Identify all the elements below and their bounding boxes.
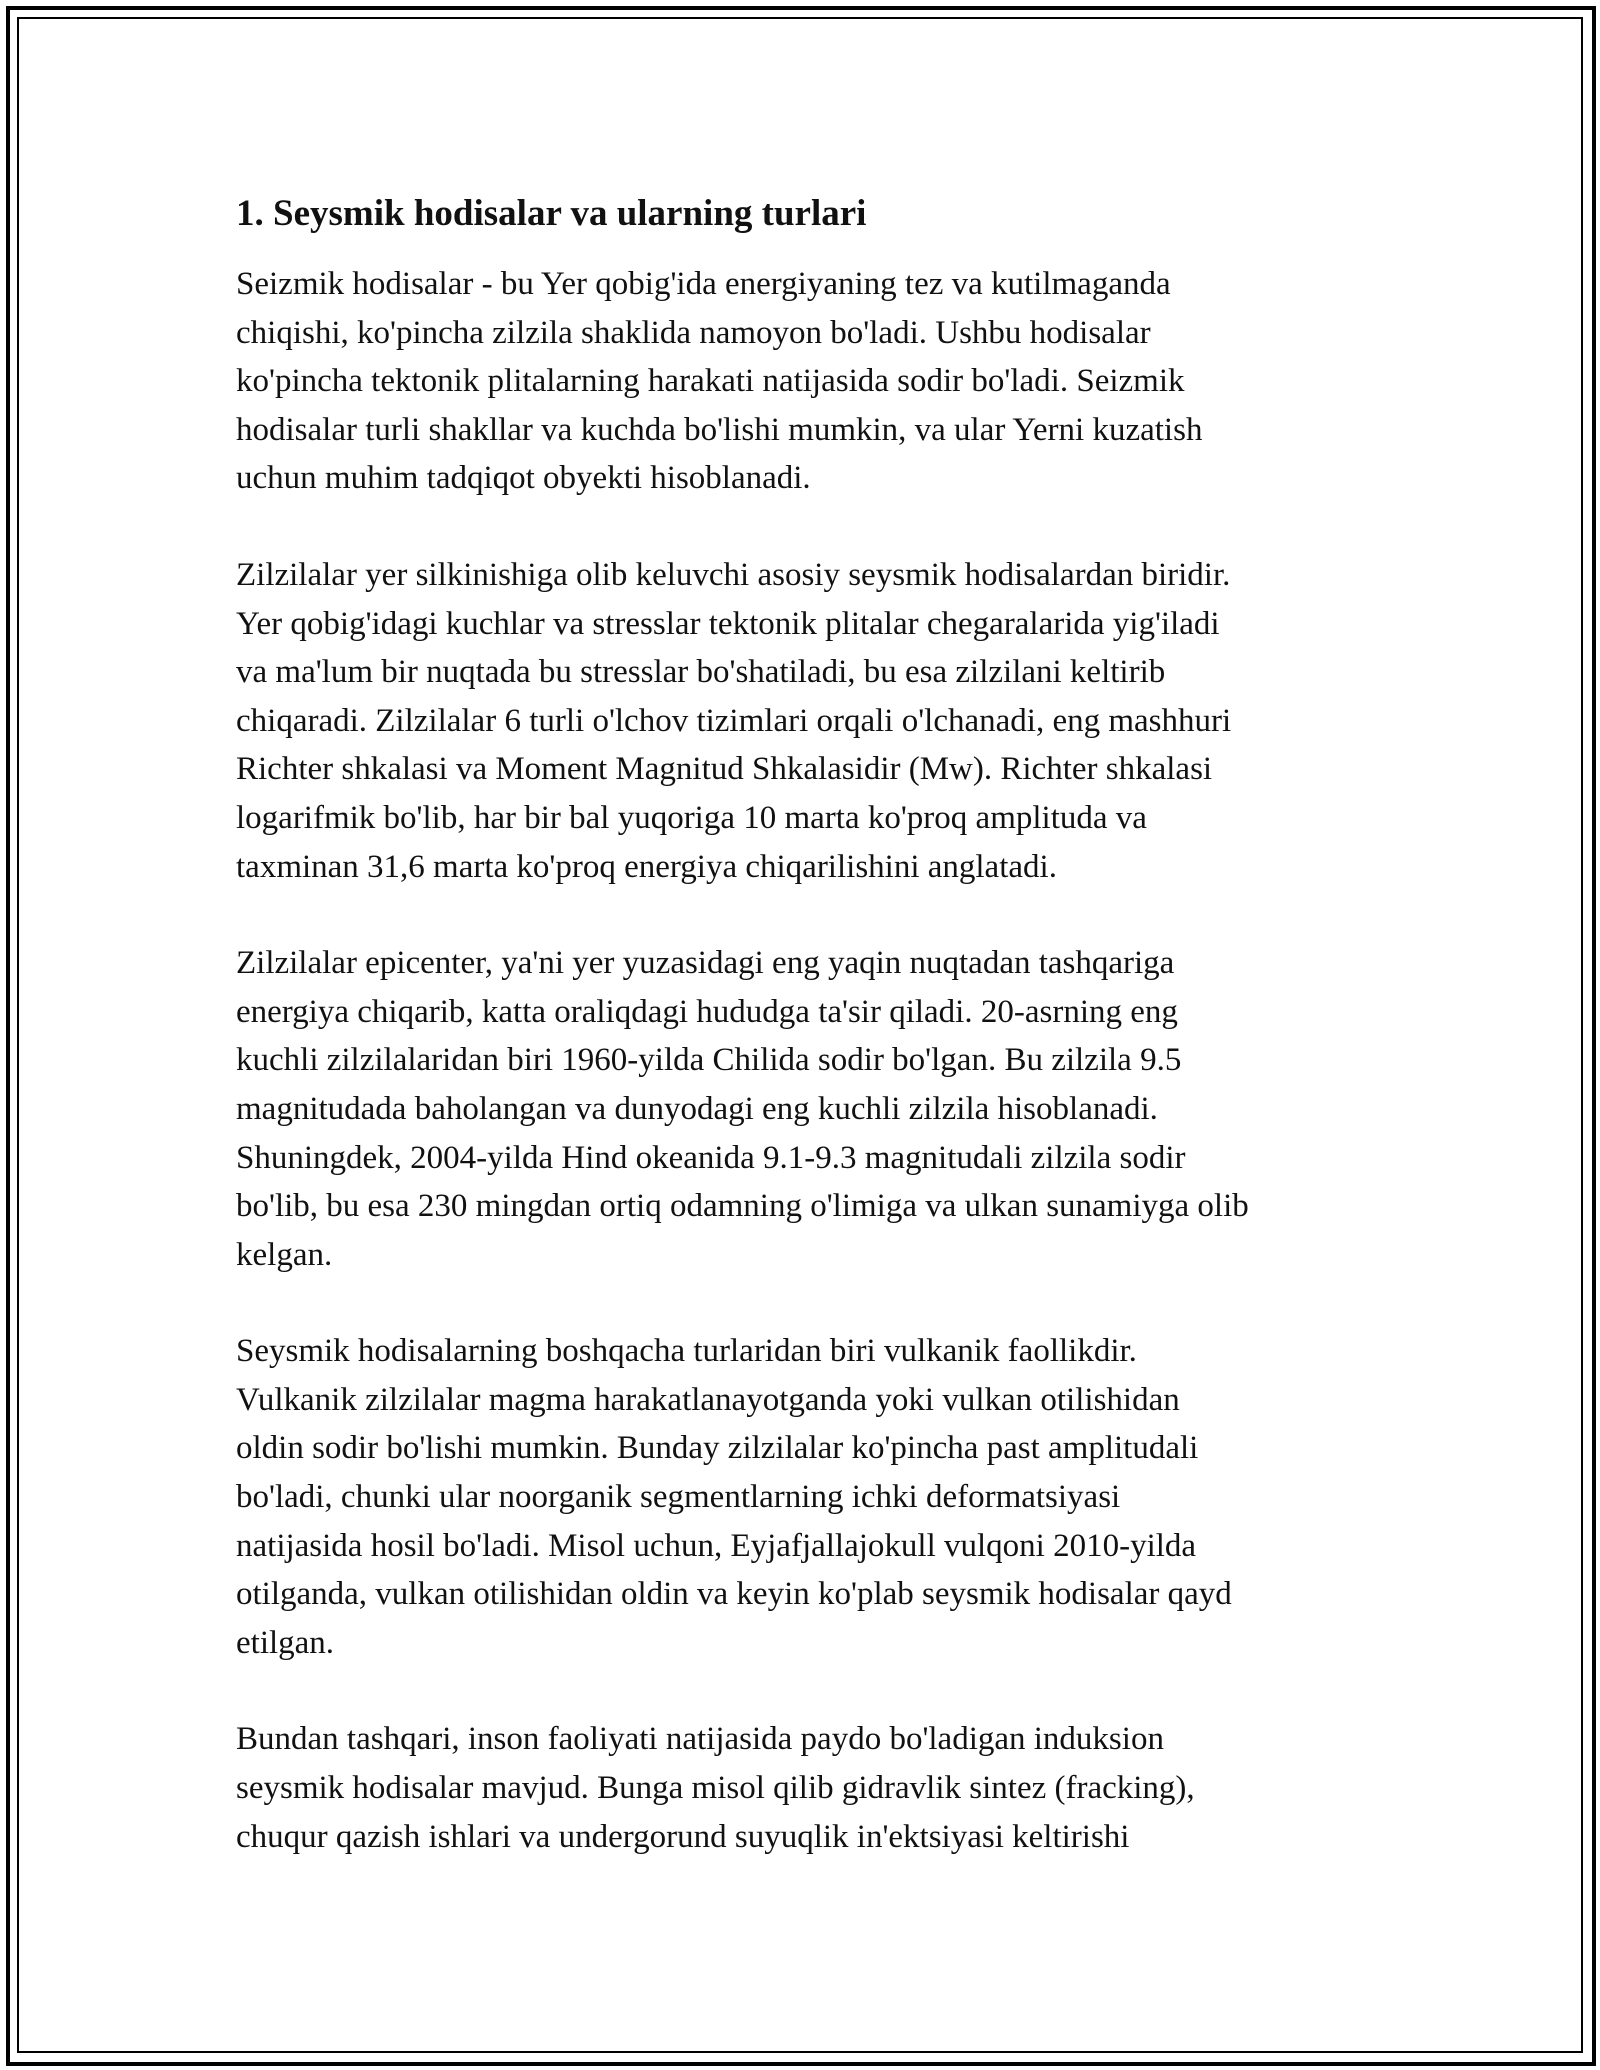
paragraph-epicenter: Zilzilalar epicenter, ya'ni yer yuzasidagi eng yaqin nuqtadan tashqariga energiya chiqarib, katta oraliqdagi hududga ta'sir qiladi. 20-asrning eng kuchli zilzilalaridan biri 1960-yilda Chilida sodir bo'lgan. Bu zilzila 9.5 magnitudada baholangan va dunyodagi eng kuchli zilzila hisoblanadi. Shuningdek, 2004-yilda Hind okeanida 9.1-9.3 magnitudali zilzila sodir bo'lib, bu esa 230 mingdan ortiq odamning o'limiga va ulkan sunamiyga olib kelgan. [236, 945, 1249, 1273]
paragraph-induced: Bundan tashqari, inson faoliyati natijasida paydo bo'ladigan induksion seysmik hodisalar mavjud. Bunga misol qilib gidravlik sintez (fracking), chuqur qazish ishlari va undergorund suyuqlik in'ektsiyasi keltirishi [236, 1721, 1195, 1855]
paragraph-volcanic: Seysmik hodisalarning boshqacha turlaridan biri vulkanik faollikdir. Vulkanik zilzilalar magma harakatlanayotganda yoki vulkan otilishidan oldin sodir bo'lishi mumkin. Bunday zilzilalar ko'pincha past amplitudali bo'ladi, chunki ular noorganik segmentlarning ichki deformatsiyasi natijasida hosil bo'ladi. Misol uchun, Eyjafjallajokull vulqoni 2010-yilda otilganda, vulkan otilishidan oldin va keyin ko'plab seysmik hodisalar qayd etilgan. [236, 1333, 1232, 1661]
paragraph-seismic-intro: Seizmik hodisalar - bu Yer qobig'ida energiyaning tez va kutilmaganda chiqishi, ko'pincha zilzila shaklida namoyon bo'ladi. Ushbu hodisalar ko'pincha tektonik plitalarning harakati natijasida sodir bo'ladi. Seizmik hodisalar turli shakllar va kuchda bo'lishi mumkin, va ular Yerni kuzatish uchun muhim tadqiqot obyekti hisoblanadi. [236, 266, 1203, 497]
section-heading: 1. Seysmik hodisalar va ularning turlari [236, 193, 867, 234]
document-body [236, 186, 1376, 1861]
paragraph-earthquakes: Zilzilalar yer silkinishiga olib keluvchi asosiy seysmik hodisalardan biridir. Yer qobig'idagi kuchlar va stresslar tektonik plitalar chegaralarida yig'iladi va ma'lum bir nuqtada bu stresslar bo'shatiladi, bu esa zilzilani keltirib chiqaradi. Zilzilalar 6 turli o'lchov tizimlari orqali o'lchanadi, eng mashhuri Richter shkalasi va Moment Magnitud Shkalasidir (Mw). Richter shkalasi logarifmik bo'lib, har bir bal yuqoriga 10 marta ko'proq amplituda va taxminan 31,6 marta ko'proq energiya chiqarilishini anglatadi. [236, 556, 1232, 885]
